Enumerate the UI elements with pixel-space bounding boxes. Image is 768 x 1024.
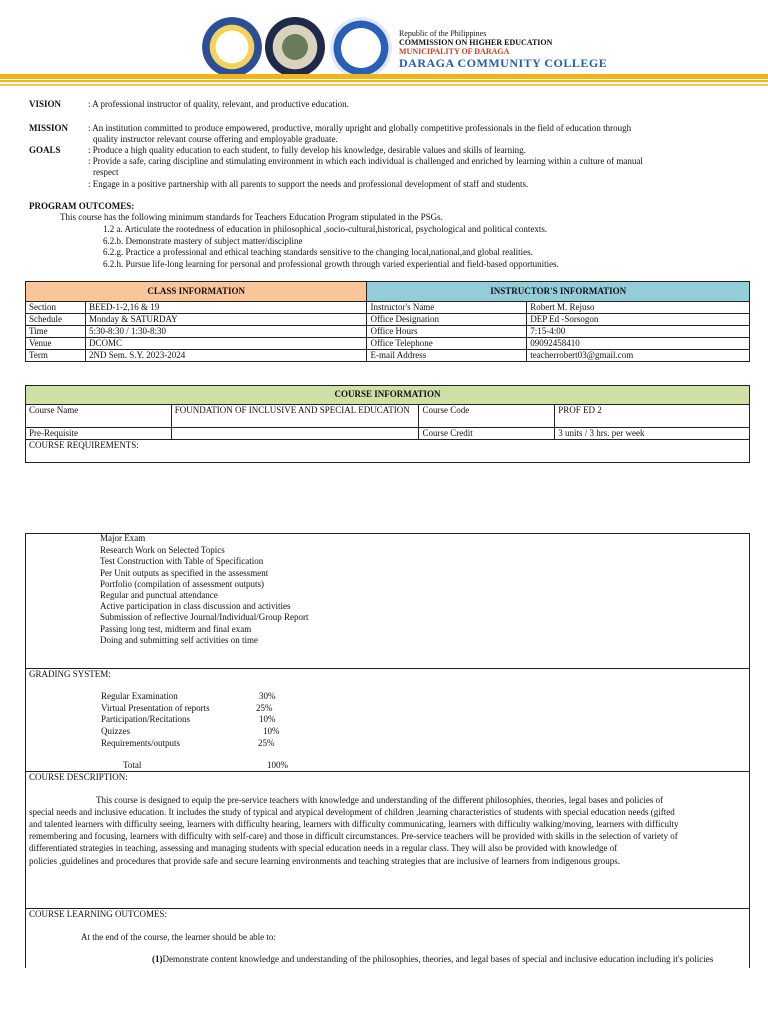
instructor-info-label: Office Hours: [367, 326, 527, 338]
grading-item-label: Participation/Recitations: [101, 714, 190, 724]
goal-item: : Produce a high quality education to each student, to fully develop his knowledge, desirable values and skills of learning.: [88, 145, 526, 155]
grading-item-label: Virtual Presentation of reports: [101, 703, 210, 713]
class-info-value: 5:30-8:30 / 1:30-8:30: [85, 326, 367, 338]
program-outcome-item: 6.2.g. Practice a professional and ethical teaching standards sensitive to the changing local,national,and global realities.: [103, 247, 533, 257]
header-ched: COMMISSION ON HIGHER EDUCATION: [399, 38, 553, 47]
course-requirements-label: COURSE REQUIREMENTS:: [26, 440, 750, 463]
course-description-line: policies ,guidelines and procedures that provide safe and secure learning environments and teaching strategies that are inclusive of learners from indigenous groups.: [29, 856, 621, 866]
mission-line: : An institution committed to produce empowered, productive, morally upright and globally competitive professionals in the field of education through: [88, 123, 632, 133]
goals-label: GOALS: [29, 145, 61, 155]
grading-item-value: 30%: [259, 691, 276, 701]
grading-item-label: Regular Examination: [101, 691, 178, 701]
prereq-value: [171, 428, 419, 440]
course-info-header: COURSE INFORMATION: [26, 386, 750, 405]
class-info-value: DCOMC: [85, 338, 367, 350]
course-credit-value: 3 units / 3 hrs. per week: [555, 428, 750, 440]
requirement-item: Portfolio (compilation of assessment outputs): [100, 579, 264, 589]
grading-item-value: 10%: [259, 714, 276, 724]
class-info-header: CLASS INFORMATION: [26, 282, 367, 302]
mission-line: quality instructor relevant course offering and employable graduate.: [93, 134, 338, 144]
requirement-item: Regular and punctual attendance: [100, 590, 218, 600]
divider: [25, 668, 750, 669]
course-credit-label: Course Credit: [419, 428, 555, 440]
program-outcome-item: 1.2 a. Articulate the rootedness of education in philosophical ,socio-cultural,historical, psychological and political contexts.: [103, 224, 548, 234]
course-learning-outcomes-title: COURSE LEARNING OUTCOMES:: [29, 909, 168, 919]
instructor-info-value: DEP Ed -Sorsogon: [527, 314, 750, 326]
requirement-item: Active participation in class discussion and activities: [100, 601, 291, 611]
instructor-info-label: Office Designation: [367, 314, 527, 326]
requirement-item: Submission of reflective Journal/Individual/Group Report: [100, 612, 309, 622]
header-stripe-thin-2: [0, 84, 768, 86]
learning-outcome-text: Demonstrate content knowledge and understanding of the philosophies, theories, and legal bases of special and inclusive education including it's policies: [162, 954, 714, 964]
course-code-label: Course Code: [419, 405, 555, 428]
instructor-info-value: Robert M. Rejuso: [527, 302, 750, 314]
program-outcome-item: 6.2.b. Demonstrate mastery of subject matter/discipline: [103, 236, 303, 246]
program-outcome-item: 6.2.h. Pursue life-long learning for personal and professional growth through varied experiential and field-based opportunities.: [103, 259, 559, 269]
class-info-value: BEED-1-2,16 & 19: [85, 302, 367, 314]
course-name-value: FOUNDATION OF INCLUSIVE AND SPECIAL EDUCATION: [171, 405, 419, 428]
class-info-label: Term: [26, 350, 86, 362]
divider: [25, 771, 750, 772]
requirement-item: Major Exam: [100, 533, 146, 543]
goal-item: : Provide a safe, caring discipline and stimulating environment in which each individual is challenged and enriched by learning within a culture of manual: [88, 156, 643, 166]
course-description-line: This course is designed to equip the pre-service teachers with knowledge and understanding of the different philosophies, theories, legal bases and policies of: [96, 795, 664, 805]
learning-outcome-item: [152, 954, 713, 965]
course-info-table: [25, 385, 750, 463]
course-learning-outcomes-intro: At the end of the course, the learner should be able to:: [81, 932, 276, 942]
requirement-item: Per Unit outputs as specified in the assessment: [100, 568, 269, 578]
vision-text: : A professional instructor of quality, relevant, and productive education.: [88, 99, 349, 109]
requirement-item: Doing and submitting self activities on time: [100, 635, 258, 645]
header-republic: Republic of the Philippines: [399, 29, 487, 38]
class-info-value: Monday & SATURDAY: [85, 314, 367, 326]
course-description-line: remembering and focusing, learners with difficulty with self-care) and those in difficult circumstances. Pre-service teachers will be provided with skills in the selection of variety of: [29, 831, 678, 841]
course-name-label: Course Name: [26, 405, 172, 428]
grading-total-label: Total: [123, 760, 142, 770]
grading-item-value: 25%: [258, 738, 275, 748]
grading-item-label: Quizzes: [101, 726, 130, 736]
requirement-item: Test Construction with Table of Specification: [100, 556, 264, 566]
goal-item: respect: [93, 167, 119, 177]
municipality-of-daraga-seal-logo: [265, 17, 325, 77]
instructor-info-value: 09092458410: [527, 338, 750, 350]
class-info-label: Section: [26, 302, 86, 314]
requirement-item: Research Work on Selected Topics: [100, 545, 225, 555]
daraga-community-college-seal-logo: [330, 17, 392, 79]
course-description-line: differentiated strategies in teaching, assessing and managing students with special education needs in a regular class. They will also be provided with knowledge of: [29, 843, 618, 853]
instructor-info-header: INSTRUCTOR'S INFORMATION: [367, 282, 750, 302]
course-description-line: special needs and inclusive education. It includes the study of typical and atypical development of children ,learning characteristics of students with special education needs (gifted: [29, 807, 675, 817]
instructor-info-label: Office Telephone: [367, 338, 527, 350]
class-instructor-table: [25, 281, 750, 362]
header-college-name: DARAGA COMMUNITY COLLEGE: [399, 56, 608, 70]
header-stripe: [0, 74, 768, 79]
requirement-item: Passing long test, midterm and final exam: [100, 624, 252, 634]
header-municipality: MUNICIPALITY OF DARAGA: [399, 47, 510, 56]
grading-item-label: Requirements/outputs: [101, 738, 180, 748]
instructor-info-value: 7:15-4:00: [527, 326, 750, 338]
grading-title: GRADING SYSTEM:: [29, 669, 111, 679]
mission-label: MISSION: [29, 123, 69, 133]
course-description-line: and talented learners with difficulty seeing, learners with difficulty hearing, learners with difficulty communicating, learners with difficulty walking/moving, learners with difficulty: [29, 819, 679, 829]
grading-total-value: 100%: [267, 760, 288, 770]
course-description-title: COURSE DESCRIPTION:: [29, 772, 128, 782]
class-info-value: 2ND Sem. S.Y. 2023-2024: [85, 350, 367, 362]
instructor-info-label: E-mail Address: [367, 350, 527, 362]
instructor-info-label: Instructor's Name: [367, 302, 527, 314]
program-outcomes-intro: This course has the following minimum standards for Teachers Education Program stipulated in the PSGs.: [60, 212, 443, 222]
vision-label: VISION: [29, 99, 62, 109]
instructor-info-value: teacherrobert03@gmail.com: [527, 350, 750, 362]
course-code-value: PROF ED 2: [555, 405, 750, 428]
header-stripe-thin: [0, 80, 768, 82]
class-info-label: Venue: [26, 338, 86, 350]
program-outcomes-title: PROGRAM OUTCOMES:: [29, 201, 135, 211]
grading-item-value: 10%: [263, 726, 280, 736]
grading-item-value: 25%: [256, 703, 273, 713]
class-info-label: Time: [26, 326, 86, 338]
goal-item: : Engage in a positive partnership with all parents to support the needs and professional development of staff and students.: [88, 179, 529, 189]
learning-outcome-number: (1): [152, 954, 163, 964]
class-info-label: Schedule: [26, 314, 86, 326]
ched-seal-logo: [202, 17, 262, 77]
prereq-label: Pre-Requisite: [26, 428, 172, 440]
